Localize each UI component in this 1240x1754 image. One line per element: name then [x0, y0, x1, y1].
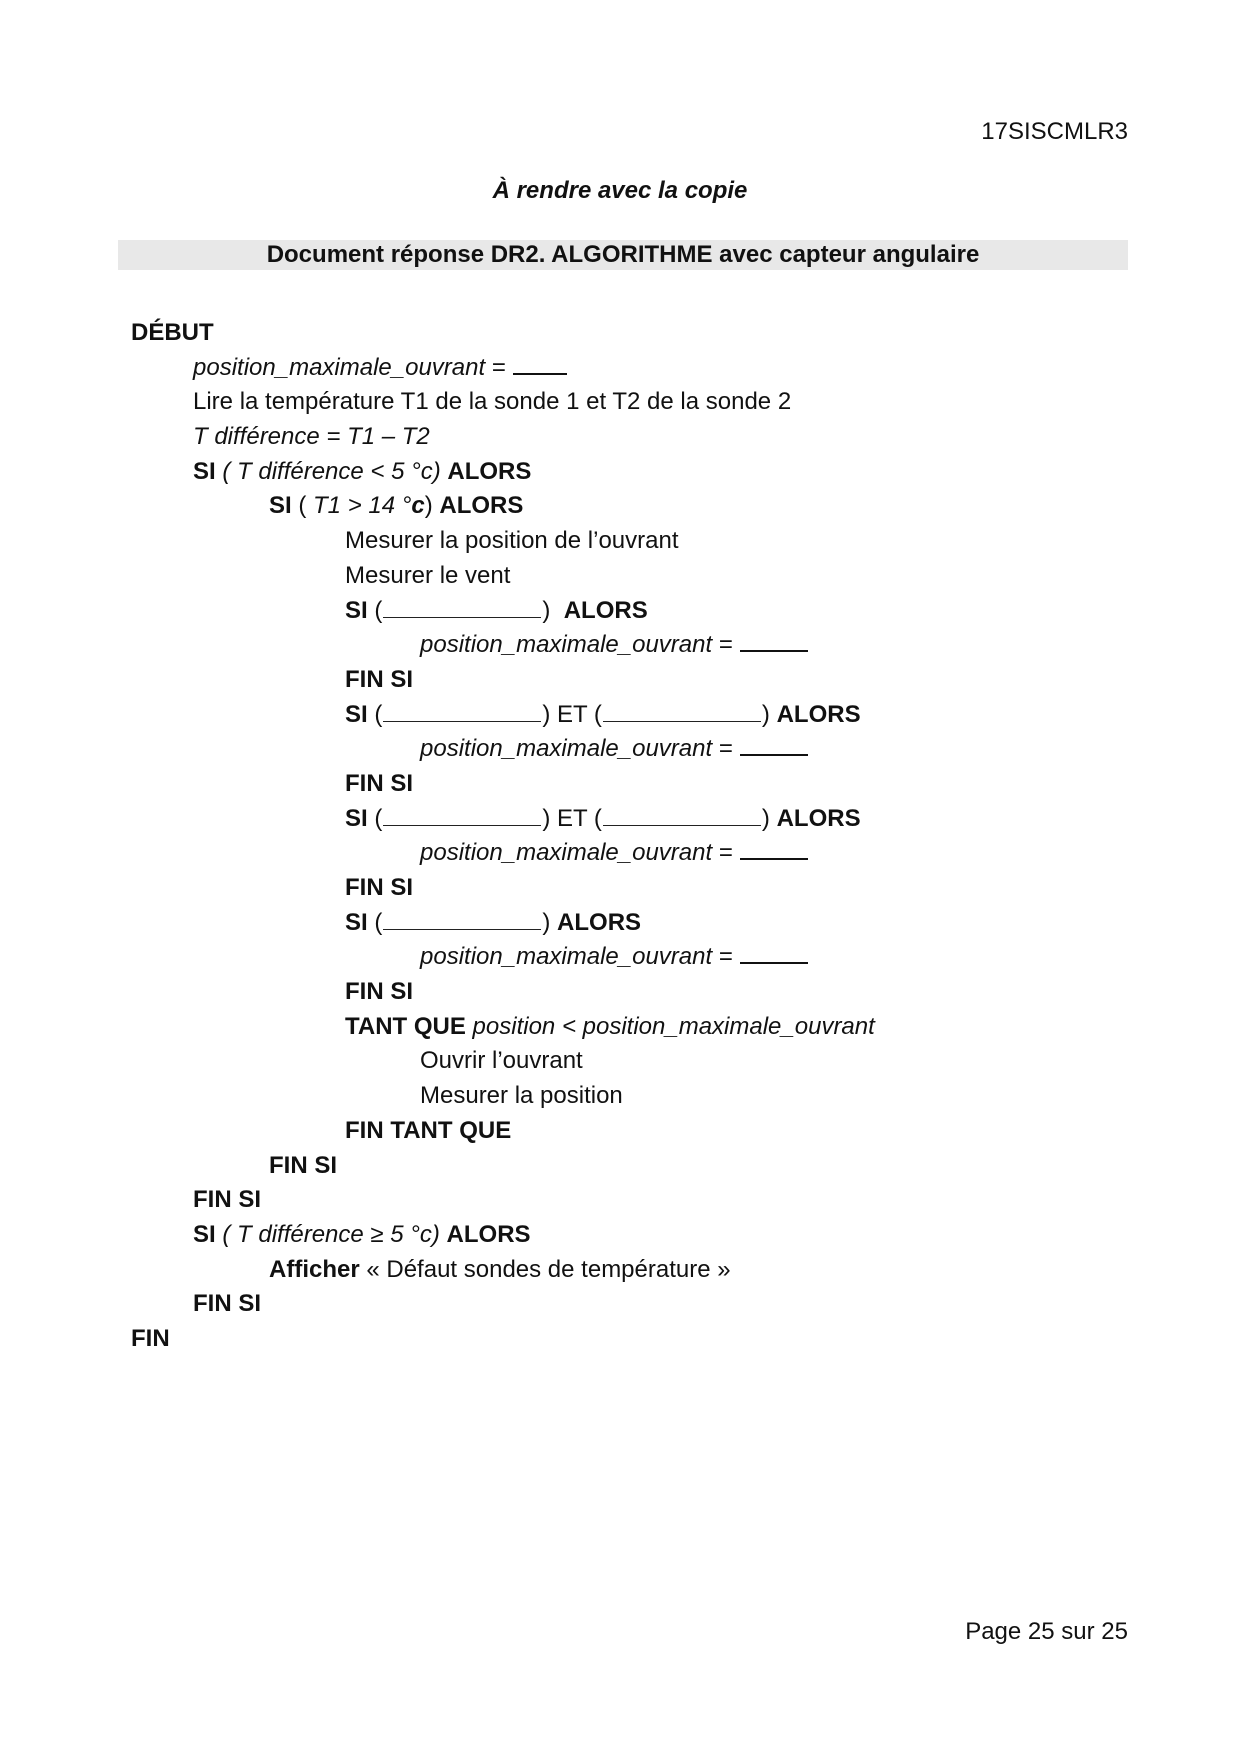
blank-condition-field [603, 810, 761, 826]
measure-position-text: Mesurer la position [420, 1082, 623, 1110]
paren-close: ) [761, 700, 770, 728]
keyword-fin-si: FIN SI [345, 665, 414, 693]
keyword-si: SI [345, 804, 368, 832]
document-subtitle: À rendre avec la copie [492, 177, 748, 204]
paren-close: ) [542, 596, 551, 624]
afficher-message: « Défaut sondes de température » [359, 1255, 731, 1283]
keyword-alors: ALORS [776, 804, 861, 832]
keyword-si: SI [345, 596, 368, 624]
keyword-fin-si: FIN SI [269, 1151, 338, 1179]
algo-line-fin-si-6 [131, 1183, 1111, 1218]
blank-condition-field [383, 810, 541, 826]
paren-close: ) [424, 492, 440, 520]
keyword-debut: DÉBUT [131, 319, 214, 346]
paren-open: ( [367, 596, 383, 624]
keyword-tant-que: TANT QUE [345, 1012, 466, 1040]
measure-vent-text: Mesurer le vent [345, 561, 511, 589]
blank-answer-field [513, 355, 567, 375]
algo-line-tdiff [131, 420, 1111, 455]
algo-line-si-t1 [131, 489, 1111, 524]
algo-line-measure-ouvrant [131, 524, 1111, 559]
algo-line-si-blank-2 [131, 698, 1111, 733]
tant-que-condition: position < position_maximale_ouvrant [465, 1012, 875, 1040]
keyword-si: SI [269, 492, 292, 520]
page-number: Page 25 sur 25 [965, 1618, 1128, 1645]
keyword-alors: ALORS [563, 596, 648, 624]
equals-sign: = [485, 353, 513, 381]
algo-line-fin [131, 1322, 1111, 1357]
equals-sign: = [712, 631, 740, 659]
document-title: Document réponse DR2. ALGORITHME avec capteur angulaire [118, 240, 1128, 270]
algo-line-si-blank-3 [131, 802, 1111, 837]
keyword-alors: ALORS [557, 908, 642, 936]
blank-answer-field [740, 840, 808, 860]
et-operator: ) ET ( [542, 700, 602, 728]
algo-line-si-tdiff [131, 455, 1111, 490]
keyword-alors: ALORS [446, 1220, 531, 1248]
algo-line-si-blank-1 [131, 594, 1111, 629]
keyword-si: SI [345, 908, 368, 936]
blank-answer-field [740, 944, 808, 964]
algo-line-fin-si-2 [131, 767, 1111, 802]
keyword-fin-si: FIN SI [193, 1186, 262, 1214]
algo-line-debut [131, 316, 1111, 351]
algo-line-si-tdiff-ge5 [131, 1218, 1111, 1253]
measure-ouvrant-text: Mesurer la position de l’ouvrant [345, 527, 679, 555]
algo-line-assign-4 [131, 940, 1111, 975]
condition-unit-c: c [411, 492, 425, 520]
algo-line-assign-1 [131, 628, 1111, 663]
keyword-fin-si: FIN SI [345, 978, 414, 1006]
variable-position-max: position_maximale_ouvrant [420, 839, 713, 867]
paren-close: ) [761, 804, 770, 832]
variable-position-max: position_maximale_ouvrant [420, 943, 713, 971]
algo-line-fin-si-7 [131, 1287, 1111, 1322]
equals-sign: = [712, 839, 740, 867]
et-operator: ) ET ( [542, 804, 602, 832]
keyword-alors: ALORS [439, 492, 524, 520]
condition-tdiff-ge5: ( T différence ≥ 5 °c) [215, 1220, 447, 1248]
algo-line-measure-position [131, 1079, 1111, 1114]
paren-open: ( [367, 908, 383, 936]
algo-line-afficher [131, 1253, 1111, 1288]
variable-position-max: position_maximale_ouvrant [420, 631, 713, 659]
document-code: 17SISCMLR3 [981, 118, 1128, 145]
algo-line-read-temps [131, 385, 1111, 420]
algo-line-position-init [131, 351, 1111, 386]
paren-open: ( [291, 492, 314, 520]
blank-condition-field [383, 706, 541, 722]
equals-sign: = [712, 735, 740, 763]
algo-line-assign-3 [131, 836, 1111, 871]
blank-condition-field [383, 602, 541, 618]
keyword-si: SI [193, 1220, 216, 1248]
paren-open: ( [367, 700, 383, 728]
algo-line-assign-2 [131, 732, 1111, 767]
blank-answer-field [740, 632, 808, 652]
algo-line-fin-si-3 [131, 871, 1111, 906]
ouvrir-ouvrant-text: Ouvrir l’ouvrant [420, 1047, 583, 1075]
blank-condition-field [603, 706, 761, 722]
read-temperatures-text: Lire la température T1 de la sonde 1 et T2 de la sonde 2 [193, 388, 792, 416]
variable-position-max: position_maximale_ouvrant [420, 735, 713, 763]
keyword-alors: ALORS [776, 700, 861, 728]
variable-position-max: position_maximale_ouvrant [193, 353, 486, 381]
tdiff-assignment: T différence = T1 – T2 [193, 423, 430, 451]
blank-answer-field [740, 736, 808, 756]
keyword-fin-si: FIN SI [345, 769, 414, 797]
keyword-fin: FIN [131, 1324, 170, 1352]
keyword-afficher: Afficher [269, 1255, 360, 1283]
keyword-alors: ALORS [447, 457, 532, 485]
equals-sign: = [712, 943, 740, 971]
condition-t1-gt14: T1 > 14 ° [313, 492, 412, 520]
algo-line-ouvrir [131, 1044, 1111, 1079]
keyword-fin-tant-que: FIN TANT QUE [345, 1116, 512, 1144]
keyword-si: SI [345, 700, 368, 728]
algo-line-tant-que [131, 1010, 1111, 1045]
algo-line-fin-si-1 [131, 663, 1111, 698]
algo-line-si-blank-4 [131, 906, 1111, 941]
condition-tdiff-lt5: ( T différence < 5 °c) [215, 457, 448, 485]
blank-condition-field [383, 914, 541, 930]
keyword-si: SI [193, 457, 216, 485]
algo-line-measure-vent [131, 559, 1111, 594]
algorithm-block [131, 316, 1111, 1357]
keyword-fin-si: FIN SI [193, 1290, 262, 1318]
keyword-fin-si: FIN SI [345, 874, 414, 901]
paren-close: ) [542, 908, 551, 936]
algo-line-fin-si-4 [131, 975, 1111, 1010]
algo-line-fin-si-5 [131, 1149, 1111, 1184]
paren-open: ( [367, 804, 383, 832]
algo-line-fin-tant-que [131, 1114, 1111, 1149]
